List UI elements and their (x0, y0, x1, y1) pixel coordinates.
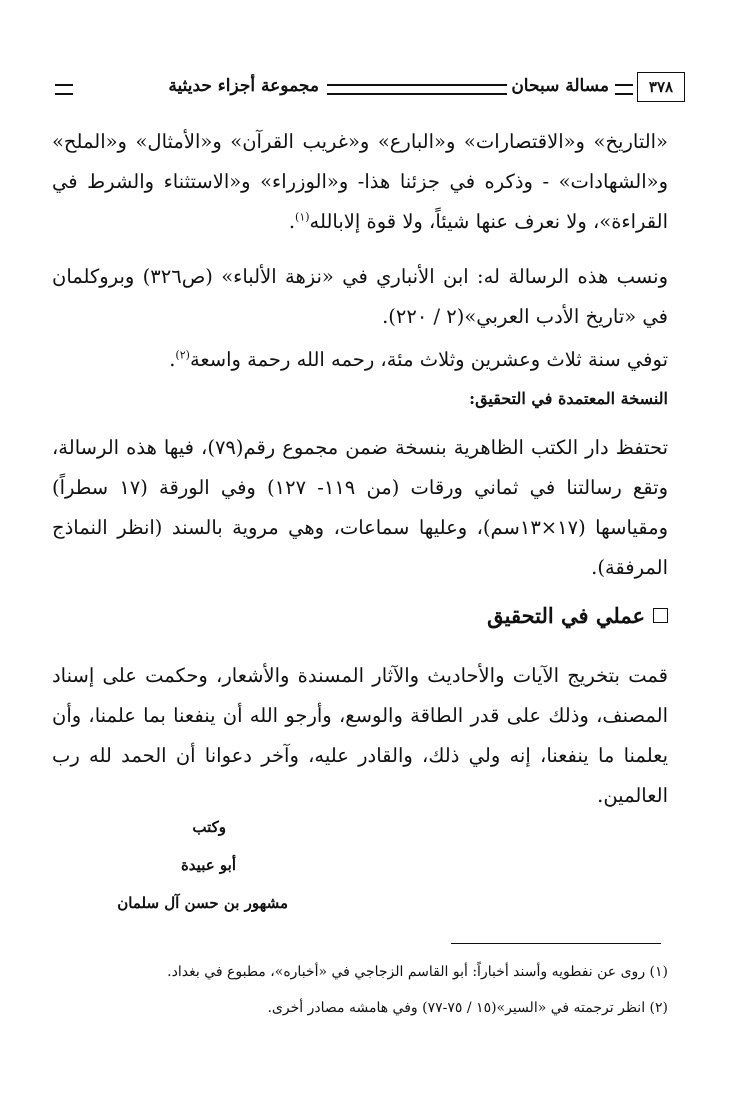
section-title: عملي في التحقيق (487, 603, 668, 628)
footnote-2: (٢) انظر ترجمته في «السير»(١٥ / ٧٥-٧٧) وفي هامشه مصادر أخرى. (267, 1000, 668, 1016)
paragraph-manuscript: تحتفظ دار الكتب الظاهرية بنسخة ضمن مجموع رقم(٧٩)، فيها هذه الرسالة، وتقع رسالتنا في ثماني ورقات (من ١١٩- ١٢٧) وفي الورقة (١٧ سطراً) ومقياسها (١٧×١٣سم)، وعليها سماعات، وهي مروية بالسند (انظر النماذج المرفقة). (52, 436, 669, 579)
paragraph-death: توفي سنة ثلاث وعشرين وثلاث مئة، رحمه الله رحمة واسعة$^{(٢)}$. (169, 348, 668, 371)
header-rule (55, 84, 73, 95)
paragraph-works: «التاريخ» و«الاقتصارات» و«البارع» و«غريب القرآن» و«الأمثال» و«الملح» و«الشهادات» - وذكره في جزئنا هذا- و«الوزراء» و«الاستثناء والشرط في القراءة»، ولا نعرف عنها شيئاً، ولا قوة إلابالله$^{(١)}$. (52, 130, 668, 233)
footnote-ref: (١) (295, 210, 310, 224)
header-rule (327, 84, 507, 95)
paragraph-attribution: ونسب هذه الرسالة له: ابن الأنباري في «نزهة الألباء» (ص٣٢٦) وبروكلمان في «تاريخ الأدب العربي»(٢ / ٢٢٠). (52, 265, 668, 328)
page-header (55, 72, 685, 104)
footnote-1: (١) روى عن نفطويه وأسند أخباراً: أبو القاسم الزجاجي في «أخباره»، مطبوع في بغداد. (167, 964, 668, 980)
checkbox-icon (653, 608, 668, 623)
signature-kunya: أبو عبيدة (180, 856, 236, 874)
header-title-right: مسالة سبحان (511, 76, 609, 96)
subheading-manuscript: النسخة المعتمدة في التحقيق: (469, 389, 668, 408)
footnote-rule (451, 943, 661, 944)
page-number: ٣٧٨ (637, 72, 685, 102)
footnote-ref: (٢) (175, 348, 190, 362)
signature-name: مشهور بن حسن آل سلمان (117, 894, 288, 912)
header-title-left: مجموعة أجزاء حديثية (168, 76, 319, 96)
paragraph-work: قمت بتخريج الآيات والأحاديث والآثار المسندة والأشعار، وحكمت على إسناد المصنف، وذلك على قدر الطاقة والوسع، وأرجو الله أن ينفعنا بما علمنا، وأن يعلمنا ما ينفعنا، إنه ولي ذلك، والقادر عليه، وآخر دعوانا أن الحمد لله رب العالمين. (52, 664, 668, 807)
signature-wrote: وكتب (192, 818, 226, 836)
header-rule (615, 84, 633, 95)
